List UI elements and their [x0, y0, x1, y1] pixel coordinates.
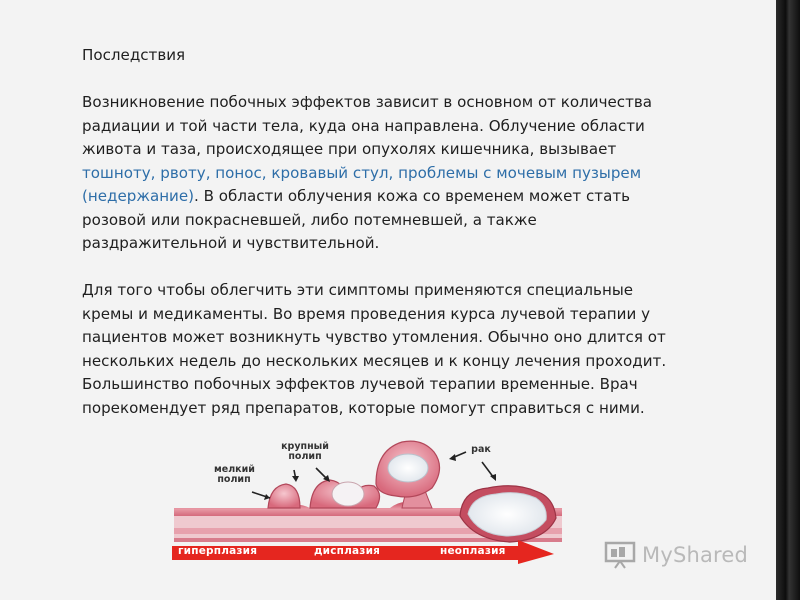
large-polyp [310, 480, 380, 508]
presentation-board-icon [604, 541, 638, 569]
slide-heading: Последствия [82, 46, 186, 64]
polyp-progression-figure [170, 438, 562, 564]
p1-line-5-rest: . В области облучения кожа со временем может стать [194, 187, 631, 205]
p1-line-2: радиации и той части тела, куда она направлена. Облучение области [82, 116, 645, 135]
paragraph-2 [82, 279, 722, 420]
watermark-text: MyShared [642, 543, 749, 567]
large-polyp-label: крупный полип [281, 441, 329, 462]
slide-text [82, 44, 722, 420]
stage-dysplasia: дисплазия [314, 545, 381, 557]
paragraph-1 [82, 91, 722, 256]
stalked-tumor [376, 441, 440, 508]
p2-line-1: Для того чтобы облегчить эти симптомы применяются специальные [82, 281, 634, 299]
p2-line-2: кремы и медикаменты. Во время проведения курса лучевой терапии у [82, 304, 651, 323]
p1-line-7: раздражительной и чувствительной. [82, 234, 380, 252]
stage-neoplasia: неоплазия [440, 545, 506, 557]
incontinence-highlight: (недержание) [82, 187, 195, 205]
p1-line-3: живота и таза, происходящее при опухолях кишечника, вызывает [82, 140, 617, 158]
p1-line-1: Возникновение побочных эффектов зависит в основном от количества [82, 93, 653, 111]
p2-line-5: Большинство побочных эффектов лучевой терапии временные. Врач [82, 375, 638, 393]
p2-line-3: пациентов может возникнуть чувство утомления. Обычно оно длится от [82, 328, 666, 346]
stage-hyperplasia: гиперплазия [178, 545, 258, 557]
p1-line-6: розовой или покрасневшей, либо потемневшей, а также [82, 210, 537, 229]
cancer-label: рак [471, 444, 491, 455]
symptoms-highlight: тошноту, рвоту, понос, кровавый стул, проблемы с мочевым пузырем [82, 163, 642, 182]
small-polyp [268, 484, 300, 508]
p2-line-6: порекомендует ряд препаратов, которые помогут справиться с ними. [82, 398, 645, 417]
p2-line-4: нескольких недель до нескольких месяцев и к концу лечения проходит. [82, 351, 667, 370]
right-edge-border [776, 0, 800, 600]
watermark [604, 540, 748, 570]
small-polyp-label: мелкий полип [214, 464, 255, 485]
